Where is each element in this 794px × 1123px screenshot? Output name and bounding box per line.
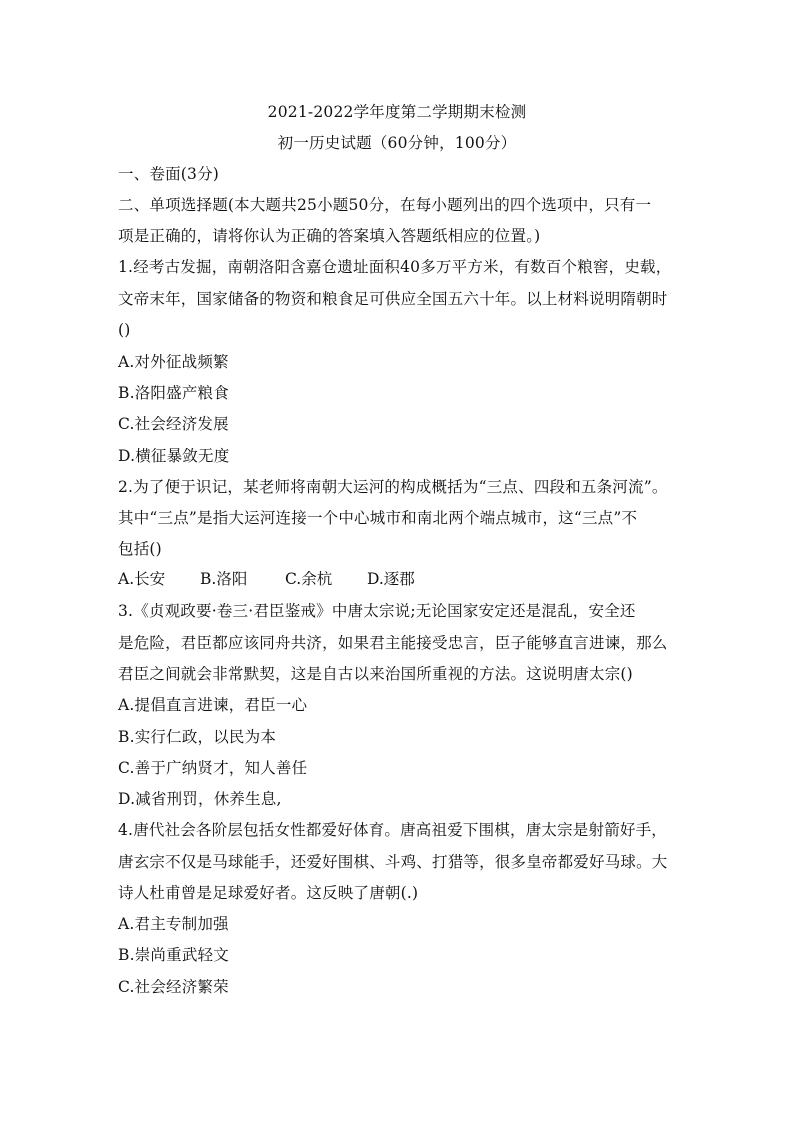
question-2-stem: 2.为了便于识记，某老师将南朝大运河的构成概括为“三点、四段和五条河流”。 xyxy=(118,478,668,496)
question-1-option-c: C.社会经济发展 xyxy=(118,415,229,433)
question-3-stem: 是危险，君臣都应该同舟共济，如果君主能接受忠言，臣子能够直言进谏，那么 xyxy=(118,634,668,652)
question-4-stem: 4.唐代社会各阶层包括女性都爱好体育。唐高祖爱下围棋，唐太宗是射箭好手， xyxy=(118,821,667,839)
question-2-stem: 包括() xyxy=(118,540,162,558)
section-instructions: 项是正确的，请将你认为正确的答案填入答题纸相应的位置。) xyxy=(118,227,541,245)
question-4-option-a: A.君主专制加强 xyxy=(118,915,229,933)
question-4-option-c: C.社会经济繁荣 xyxy=(118,978,229,996)
question-4-option-b: B.崇尚重武轻文 xyxy=(118,946,229,964)
question-3-stem: 3.《贞观政要·卷三·君臣鉴戒》中唐太宗说;无论国家安定还是混乱，安全还 xyxy=(118,602,636,620)
question-3-stem: 君臣之间就会非常默契，这是自古以来治国所重视的方法。这说明唐太宗() xyxy=(118,665,633,683)
question-1-stem: () xyxy=(118,321,131,339)
question-3-option-a: A.提倡直言进谏，君臣一心 xyxy=(118,696,308,714)
question-1-stem: 1.经考古发掘，南朝洛阳含嘉仓遗址面积40多万平方米，有数百个粮窖，史载， xyxy=(118,258,672,276)
question-3-option-d: D.减省刑罚，休养生息, xyxy=(118,790,282,808)
question-3-option-b: B.实行仁政，以民为本 xyxy=(118,728,277,746)
question-1-stem: 文帝末年，国家储备的物资和粮食足可供应全国五六十年。以上材料说明隋朝时 xyxy=(118,290,668,308)
question-2-stem: 其中“三点”是指大运河连接一个中心城市和南北两个端点城市，这“三点”不 xyxy=(118,509,638,527)
question-1-option-d: D.横征暴敛无度 xyxy=(118,447,230,465)
section-heading-1: 一、卷面(3分) xyxy=(118,165,220,183)
question-2-option-b: B.洛阳 xyxy=(200,570,248,588)
section-heading-2: 二、单项选择题(本大题共25小题50分，在每小题列出的四个选项中，只有一 xyxy=(118,196,652,214)
question-2-option-c: C.余杭 xyxy=(285,570,333,588)
question-1-option-a: A.对外征战频繁 xyxy=(118,353,229,371)
question-3-option-c: C.善于广纳贤才，知人善任 xyxy=(118,759,308,777)
question-4-stem: 唐玄宗不仅是马球能手，还爱好围棋、斗鸡、打猎等，很多皇帝都爱好马球。大 xyxy=(118,853,668,871)
question-4-stem: 诗人杜甫曾是足球爱好者。这反映了唐朝(.) xyxy=(118,884,419,902)
exam-title: 2021-2022学年度第二学期期末检测 xyxy=(267,103,527,121)
question-1-option-b: B.洛阳盛产粮食 xyxy=(118,384,229,402)
exam-subtitle: 初一历史试题（60分钟，100分） xyxy=(277,134,517,152)
question-2-options xyxy=(118,569,678,589)
question-2-option-a: A.长安 xyxy=(118,570,166,588)
question-2-option-d: D.逐郡 xyxy=(367,570,415,588)
